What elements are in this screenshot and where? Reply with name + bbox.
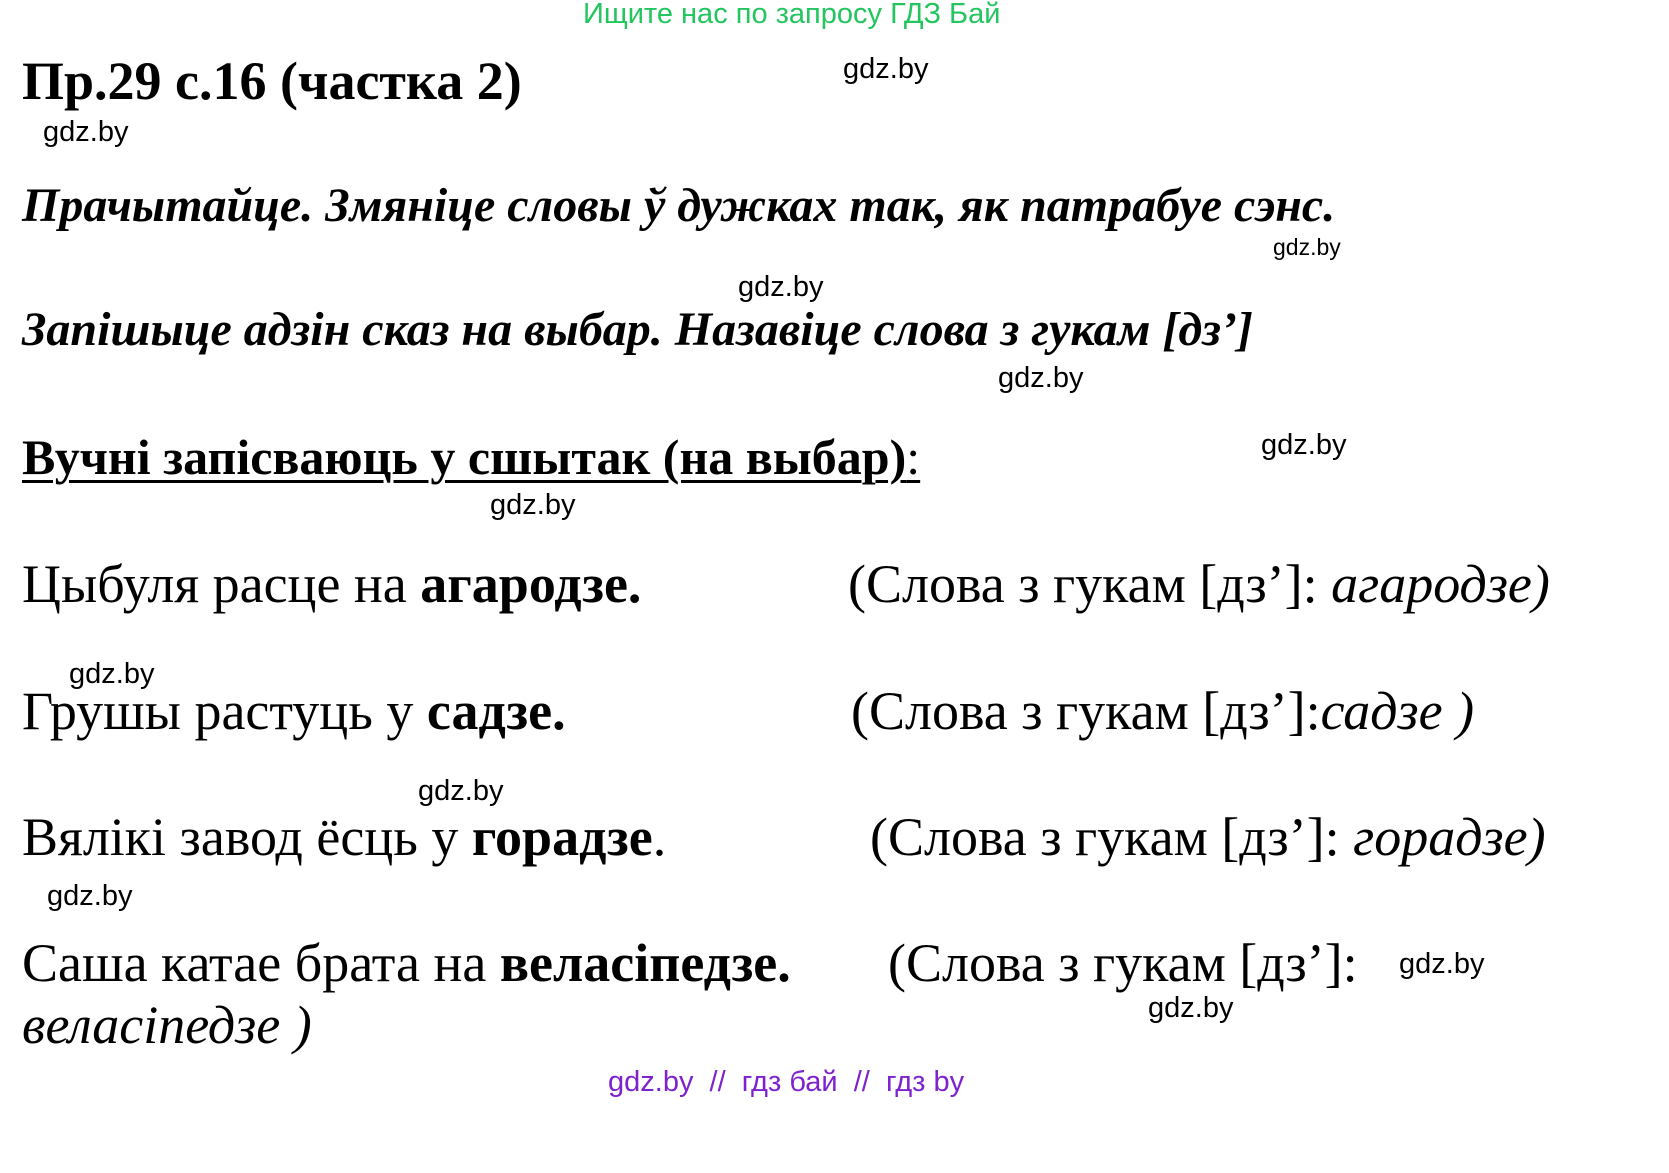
answer-note-1 xyxy=(848,553,1550,615)
sentence-text: Вялікі завод ёсць у xyxy=(22,807,472,867)
watermark: gdz.by xyxy=(1273,234,1341,260)
note-prefix: (Слова з гукам [дз’]: xyxy=(870,807,1354,867)
sentence-bold-word: горадзе xyxy=(471,807,653,867)
answer-heading xyxy=(22,428,920,486)
sentence-bold-word: садзе. xyxy=(426,681,566,741)
task-instruction-2: Запішыце адзін сказ на выбар. Назавіце слова з гукам [дз’] xyxy=(22,303,1253,356)
watermark: gdz.by xyxy=(1399,948,1485,980)
watermark: gdz.by xyxy=(1148,992,1234,1024)
watermark: gdz.by xyxy=(998,362,1084,394)
sentence-tail: . xyxy=(652,807,667,867)
sentence-bold-word: агародзе. xyxy=(420,554,642,614)
watermark: gdz.by xyxy=(843,53,929,85)
answer-note-4-prefix: (Слова з гукам [дз’]: xyxy=(888,933,1358,993)
note-word: агародзе) xyxy=(1331,554,1550,614)
footer-watermark: gdz.by // гдз бай // гдз by xyxy=(608,1066,965,1098)
sentence-text: Грушы растуць у xyxy=(22,681,427,741)
sentence-bold-word: веласіпедзе. xyxy=(499,933,791,993)
sentence-text: Цыбуля расце на xyxy=(22,554,421,614)
watermark: gdz.by xyxy=(490,489,576,521)
answer-heading-text: Вучні запісваюць у сшытак (на выбар) xyxy=(22,429,907,485)
answer-sentence-3 xyxy=(22,806,666,868)
watermark: gdz.by xyxy=(1261,429,1347,461)
watermark: gdz.by xyxy=(418,775,504,807)
note-word: веласіпедзе ) xyxy=(22,995,312,1055)
answer-note-4-word xyxy=(22,994,312,1056)
search-banner: Ищите нас по запросу ГДЗ Бай xyxy=(583,0,1001,30)
note-prefix: (Слова з гукам [дз’]: xyxy=(851,681,1321,741)
note-word: садзе ) xyxy=(1320,681,1475,741)
answer-heading-colon: : xyxy=(906,429,921,485)
answer-note-3 xyxy=(870,806,1546,868)
watermark: gdz.by xyxy=(69,658,155,690)
note-word: горадзе) xyxy=(1353,807,1546,867)
watermark: gdz.by xyxy=(43,116,129,148)
task-instruction-1: Прачытайце. Змяніце словы ў дужках так, як патрабуе сэнс. xyxy=(22,179,1336,232)
answer-sentence-1 xyxy=(22,553,641,615)
answer-sentence-4 xyxy=(22,932,791,994)
answer-note-2 xyxy=(851,680,1474,742)
exercise-title: Пр.29 с.16 (частка 2) xyxy=(22,51,522,111)
watermark: gdz.by xyxy=(47,880,133,912)
note-prefix: (Слова з гукам [дз’]: xyxy=(848,554,1332,614)
watermark: gdz.by xyxy=(738,271,824,303)
sentence-text: Саша катае брата на xyxy=(22,933,500,993)
